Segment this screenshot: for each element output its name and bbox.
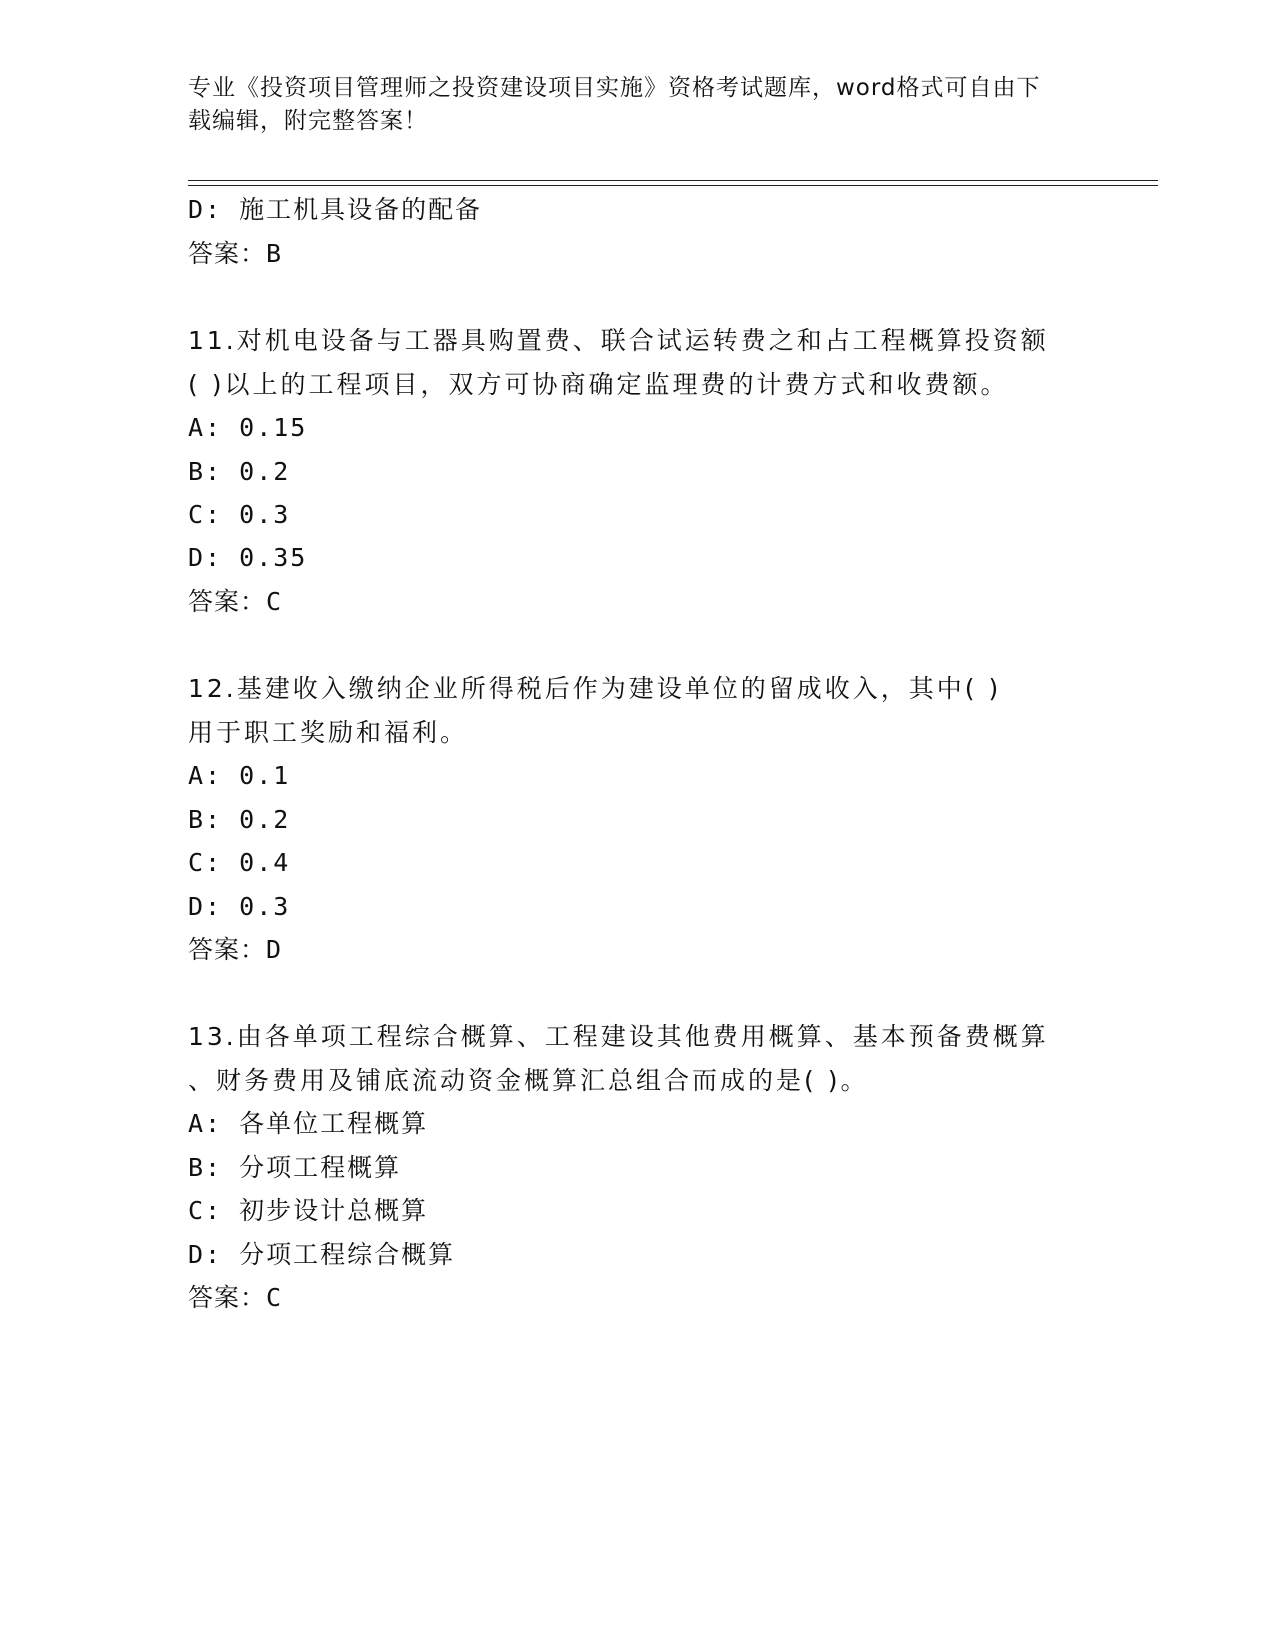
question-11-option-c: C: 0.3 xyxy=(188,500,291,529)
question-12-option-a: A: 0.1 xyxy=(188,761,291,790)
answer-value: B xyxy=(266,239,283,268)
answer-label: 答案： xyxy=(188,935,267,964)
question-13-option-a: A: 各单位工程概算 xyxy=(188,1109,429,1138)
question-13-option-d: D: 分项工程综合概算 xyxy=(188,1240,456,1269)
header-divider-bottom xyxy=(188,185,1158,186)
question-11-answer xyxy=(188,585,282,619)
answer-value: C xyxy=(266,1283,283,1312)
document-header xyxy=(188,72,1088,138)
question-12-option-d: D: 0.3 xyxy=(188,892,291,921)
question-13-option-c: C: 初步设计总概算 xyxy=(188,1196,429,1225)
question-13-line-1: 13.由各单项工程综合概算、工程建设其他费用概算、基本预备费概算 xyxy=(188,1022,1049,1051)
question-11-line-1: 11.对机电设备与工器具购置费、联合试运转费之和占工程概算投资额 xyxy=(188,326,1049,355)
prev-answer xyxy=(188,237,282,271)
question-13-line-2: 、财务费用及铺底流动资金概算汇总组合而成的是( )。 xyxy=(188,1066,869,1095)
prev-option-d: D: 施工机具设备的配备 xyxy=(188,195,483,224)
question-12-line-1: 12.基建收入缴纳企业所得税后作为建设单位的留成收入，其中( ) xyxy=(188,674,1002,703)
question-11-line-2: ( )以上的工程项目，双方可协商确定监理费的计费方式和收费额。 xyxy=(188,370,1009,399)
answer-value: D xyxy=(266,935,283,964)
question-13-option-b: B: 分项工程概算 xyxy=(188,1153,402,1182)
question-11-option-a: A: 0.15 xyxy=(188,413,308,442)
header-divider-top xyxy=(188,180,1158,181)
question-11-option-d: D: 0.35 xyxy=(188,543,308,572)
question-13-answer xyxy=(188,1281,282,1315)
question-12-answer xyxy=(188,933,282,967)
question-12-option-b: B: 0.2 xyxy=(188,805,291,834)
header-line-1: 专业《投资项目管理师之投资建设项目实施》资格考试题库，word格式可自由下 xyxy=(188,75,1041,101)
question-12-line-2: 用于职工奖励和福利。 xyxy=(188,718,469,747)
question-12-option-c: C: 0.4 xyxy=(188,848,291,877)
question-11-option-b: B: 0.2 xyxy=(188,457,291,486)
answer-label: 答案： xyxy=(188,1283,267,1312)
header-line-2: 载编辑，附完整答案！ xyxy=(188,108,428,134)
answer-label: 答案： xyxy=(188,239,267,268)
answer-label: 答案： xyxy=(188,587,267,616)
answer-value: C xyxy=(266,587,283,616)
